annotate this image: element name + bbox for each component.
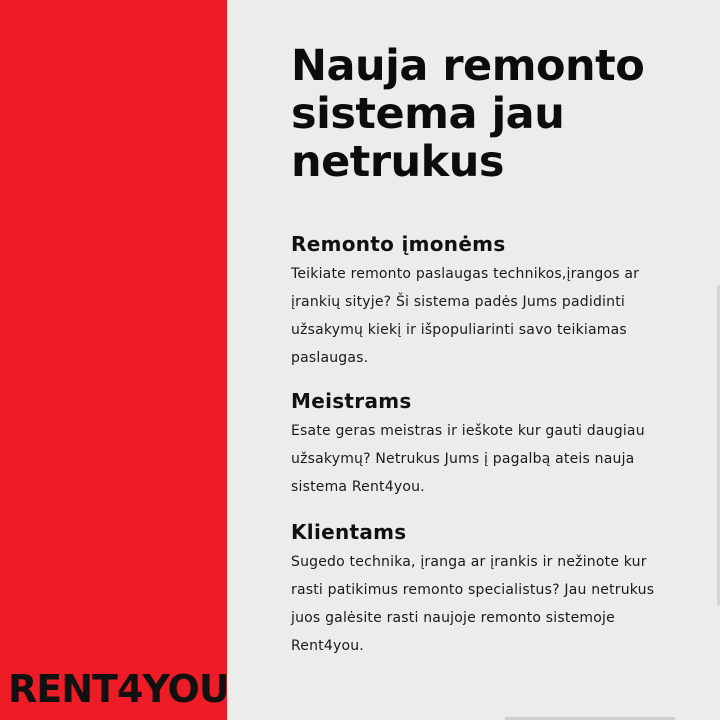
section-heading: Meistrams xyxy=(291,389,412,413)
page-title: Nauja remonto sistema jau netrukus xyxy=(291,41,645,187)
section-body: Esate geras meistras ir ieškote kur gauti daugiau užsakymų? Netrukus Jums į pagalbą ateis nauja sistema Rent4you. xyxy=(291,423,645,495)
section-heading: Klientams xyxy=(291,520,407,544)
section-body: Sugedo technika, įranga ar įrankis ir nežinote kur rasti patikimus remonto specialistus? Jau netrukus juos galėsite rasti naujoje remonto sistemoje Rent4you. xyxy=(291,554,655,654)
main-content xyxy=(291,42,671,660)
section-body: Teikiate remonto paslaugas technikos,įrangos ar įrankių sityje? Ši sistema padės Jums padidinti užsakymų kiekį ir išpopuliarinti savo teikiamas paslaugas. xyxy=(291,266,640,366)
brand-sidebar xyxy=(0,0,227,720)
section-heading: Remonto įmonėms xyxy=(291,232,506,256)
rent4you-logo[interactable]: RENT4YOU xyxy=(8,667,229,711)
section-clients xyxy=(291,518,671,660)
section-repair-companies xyxy=(291,230,671,372)
section-craftsmen xyxy=(291,387,671,501)
